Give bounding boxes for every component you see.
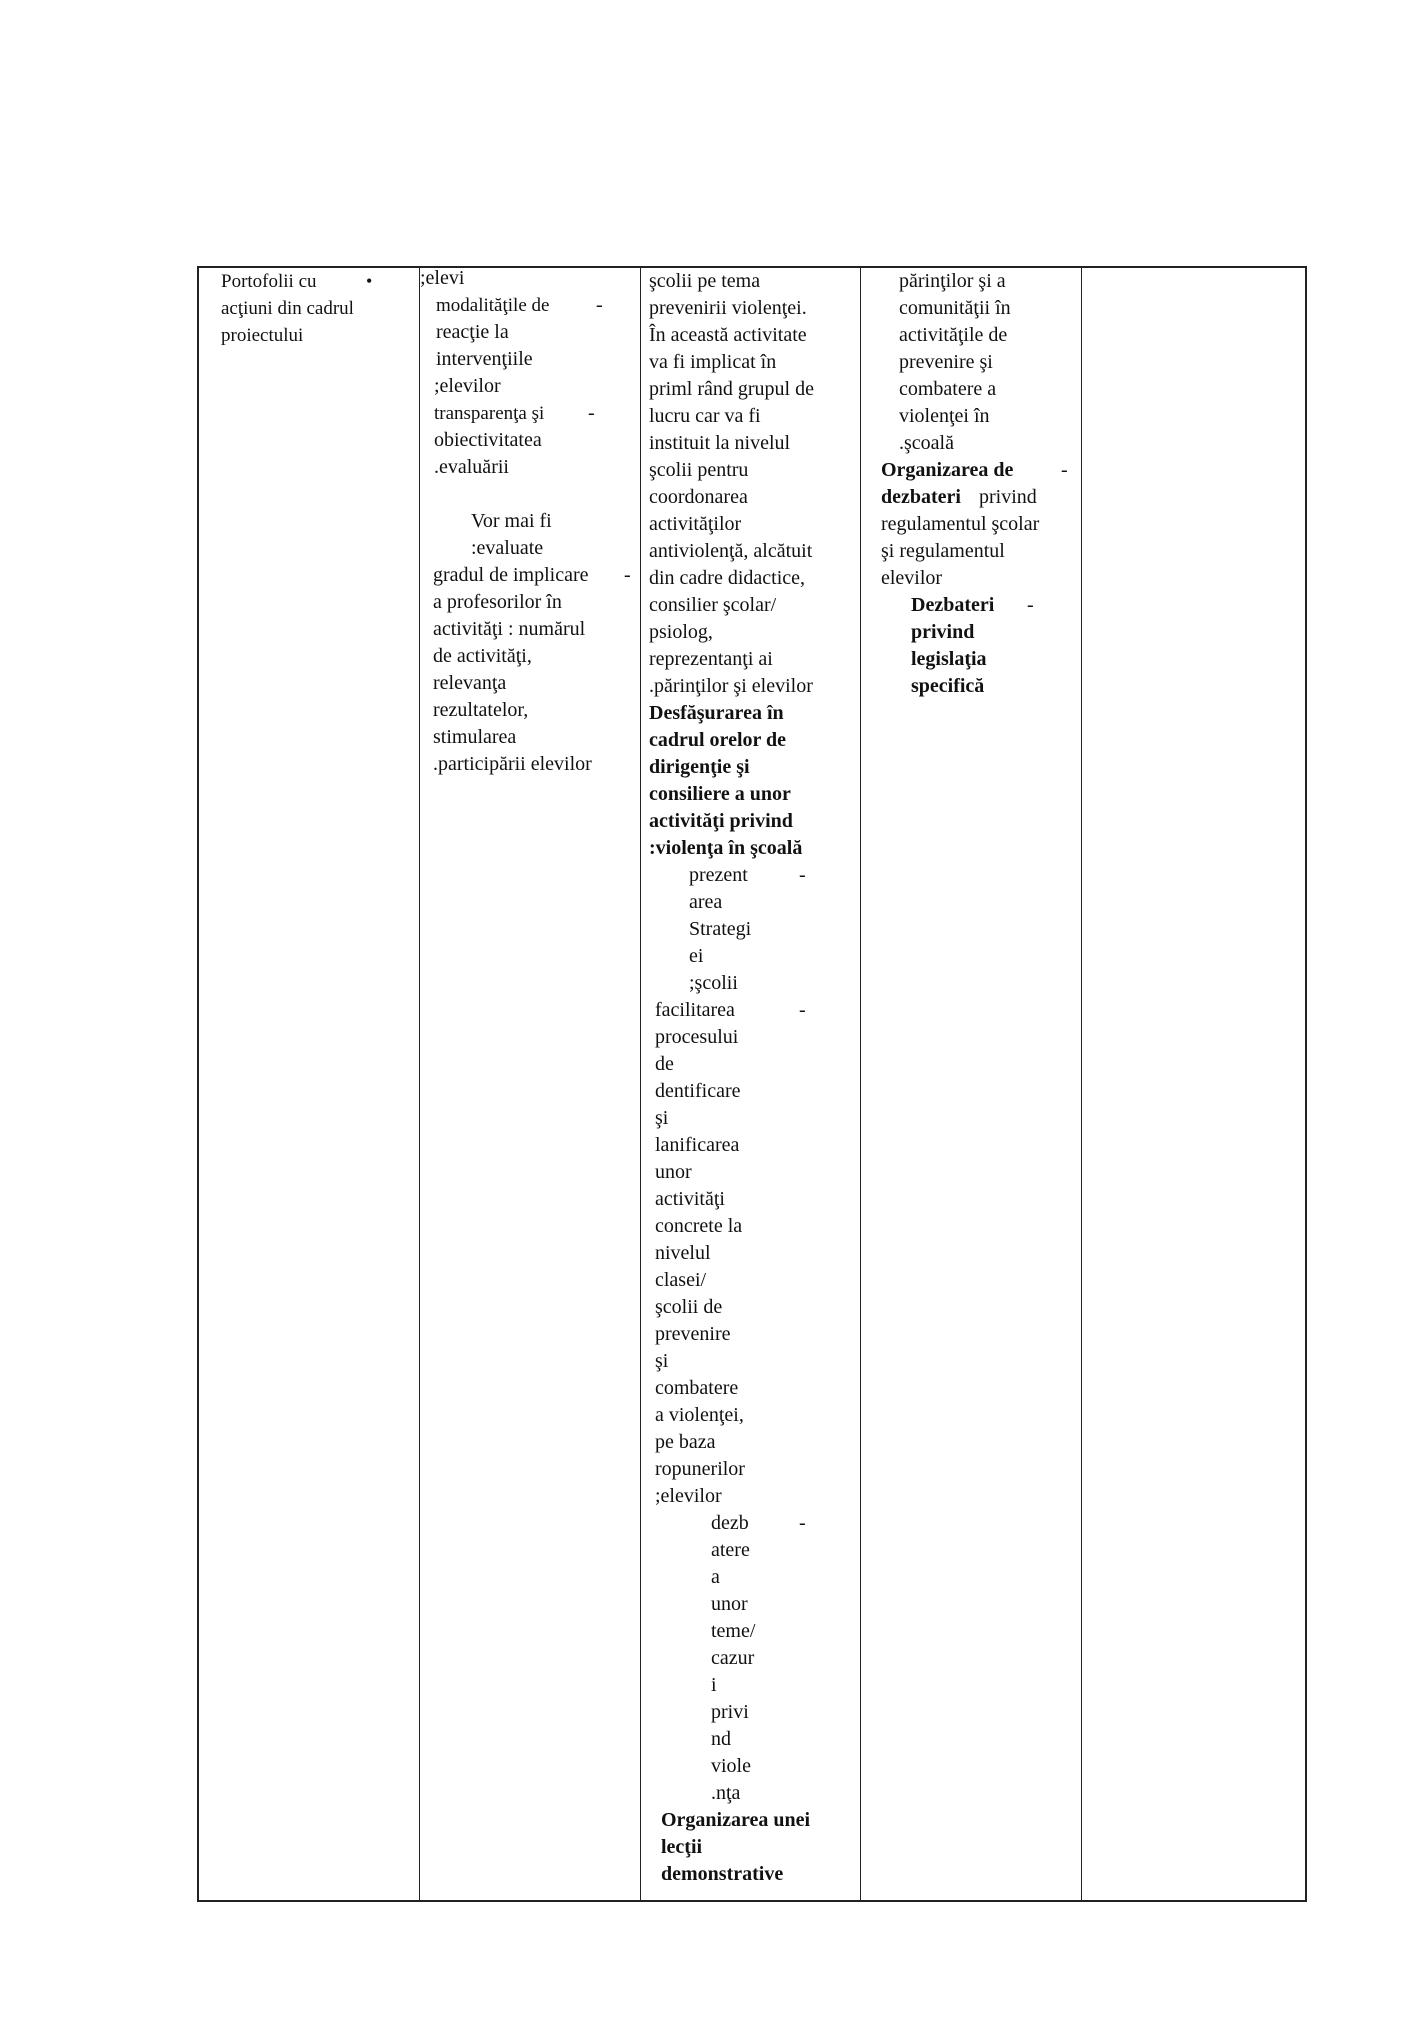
- text-line: Desfăşurarea în: [649, 702, 784, 724]
- text-line: şcolii pe tema: [649, 270, 761, 292]
- text-line: unor: [711, 1593, 748, 1615]
- dash-marker: -: [624, 564, 631, 586]
- text-line: legislaţia: [911, 648, 987, 670]
- text-line: i: [711, 1674, 717, 1696]
- text-line: :violenţa în şcoală: [649, 837, 803, 859]
- text-line: reprezentanţi ai: [649, 648, 773, 670]
- text-line: activităţilor: [649, 513, 742, 535]
- text-line: regulamentul şcolar: [881, 513, 1040, 535]
- text-line: dentificare: [655, 1080, 741, 1102]
- text-line: Vor mai fi: [471, 510, 552, 532]
- text-line: relevanţa: [433, 672, 507, 694]
- text-line: ;elevi: [420, 267, 465, 289]
- text-line: instituit la nivelul: [649, 432, 791, 454]
- text-line: ;elevilor: [655, 1485, 722, 1507]
- text-line: pe baza: [655, 1431, 716, 1453]
- text-line: va fi implicat în: [649, 351, 777, 373]
- text-line: violenţei în: [899, 405, 990, 427]
- text-line: lecţii: [661, 1836, 703, 1858]
- text-line: reacţie la: [436, 321, 509, 343]
- text-line: stimularea: [433, 726, 517, 748]
- text-line: ei: [689, 945, 704, 967]
- table-cell-evaluation-criteria: [420, 268, 640, 1900]
- text-line: prevenirii violenţei.: [649, 297, 807, 319]
- dash-marker: -: [588, 402, 595, 424]
- text-line: activităţi privind: [649, 810, 793, 832]
- text-line: .părinţilor şi elevilor: [649, 675, 813, 697]
- text-line: .şcoală: [899, 432, 954, 454]
- text-line: activităţi: [655, 1188, 725, 1210]
- dash-marker: -: [1061, 459, 1068, 481]
- text-line: prezent: [689, 864, 748, 886]
- text-line: atere: [711, 1539, 750, 1561]
- text-line: ;şcolii: [689, 972, 738, 994]
- text-line: proiectului: [221, 325, 304, 346]
- text-line: Strategi: [689, 918, 752, 940]
- text-line: teme/: [711, 1620, 756, 1642]
- text-line: obiectivitatea: [434, 429, 542, 451]
- text-line: privi: [711, 1701, 749, 1723]
- text-line: consiliere a unor: [649, 783, 791, 805]
- text-line: .participării elevilor: [433, 753, 592, 775]
- text-line: nd: [711, 1728, 731, 1750]
- text-line: priml rând grupul de: [649, 378, 814, 400]
- text-line: antiviolenţă, alcătuit: [649, 540, 813, 562]
- text-line: dezb: [711, 1512, 749, 1534]
- text-line: transparenţa şi: [434, 403, 545, 424]
- table-cell-evaluation-tools: [199, 268, 419, 1900]
- text-line: .evaluării: [434, 456, 509, 478]
- text-line: concrete la: [655, 1215, 743, 1237]
- text-line: ropunerilor: [655, 1458, 745, 1480]
- text-line: demonstrative: [661, 1863, 784, 1885]
- text-line: lucru car va fi: [649, 405, 761, 427]
- text-line: intervenţiile: [436, 348, 533, 370]
- table-cell-actions: [861, 268, 1081, 1900]
- text-line: părinţilor şi a: [899, 270, 1006, 292]
- text-line: de: [655, 1053, 674, 1075]
- text-line: gradul de implicare: [433, 564, 589, 586]
- text-line: facilitarea: [655, 999, 735, 1021]
- dash-marker: -: [596, 294, 603, 316]
- text-line: Portofolii cu: [221, 271, 317, 292]
- text-line: specifică: [911, 675, 985, 697]
- text-line: cadrul orelor de: [649, 729, 787, 751]
- table-cell-activities: [641, 268, 860, 1900]
- text-line: ;elevilor: [434, 375, 501, 397]
- text-line: activităţi : numărul: [433, 618, 586, 640]
- text-line: a violenţei,: [655, 1404, 744, 1426]
- text-line: privind: [911, 621, 975, 643]
- text-line: prevenire: [655, 1323, 731, 1345]
- table-cell-empty: [1082, 268, 1307, 1900]
- text-line: modalităţile de: [436, 295, 550, 316]
- text-line: a: [711, 1566, 720, 1588]
- text-line: şcolii de: [655, 1296, 723, 1318]
- text-line: combatere: [655, 1377, 739, 1399]
- text-line: şcolii pentru: [649, 459, 749, 481]
- text-line: de activităţi,: [433, 645, 532, 667]
- text-line: acţiuni din cadrul: [221, 298, 354, 319]
- dash-marker: -: [799, 864, 806, 886]
- text-line: Dezbateri: [911, 594, 995, 616]
- text-line: şi: [655, 1107, 669, 1129]
- text-line: consilier şcolar/: [649, 594, 777, 616]
- text-line: Organizarea de: [881, 459, 1014, 481]
- bullet-icon: •: [366, 271, 373, 291]
- text-line: comunităţii în: [899, 297, 1011, 319]
- text-line: În această activitate: [649, 324, 807, 346]
- text-line: .nţa: [711, 1782, 741, 1804]
- text-line: area: [689, 891, 723, 913]
- text-line: :evaluate: [471, 537, 544, 559]
- content-table: [197, 266, 1307, 1902]
- text-line: Organizarea unei: [661, 1809, 811, 1831]
- text-line: viole: [711, 1755, 751, 1777]
- text-line: unor: [655, 1161, 692, 1183]
- text-line: a profesorilor în: [433, 591, 562, 613]
- text-line: şi: [655, 1350, 669, 1372]
- dash-marker: -: [799, 1512, 806, 1534]
- text-line: activităţile de: [899, 324, 1008, 346]
- text-line: elevilor: [881, 567, 943, 589]
- text-line: rezultatelor,: [433, 699, 529, 721]
- text-line: şi regulamentul: [881, 540, 1005, 562]
- text-line: procesului: [655, 1026, 739, 1048]
- text-line: privind: [979, 486, 1037, 508]
- text-line: combatere a: [899, 378, 997, 400]
- text-line: nivelul: [655, 1242, 711, 1264]
- text-line: psiolog,: [649, 621, 713, 643]
- text-line: cazur: [711, 1647, 755, 1669]
- text-line: dezbateri: [881, 486, 961, 508]
- text-line: prevenire şi: [899, 351, 993, 373]
- text-line: clasei/: [655, 1269, 707, 1291]
- text-line: coordonarea: [649, 486, 748, 508]
- dash-marker: -: [1027, 594, 1034, 616]
- text-line: lanificarea: [655, 1134, 740, 1156]
- text-line: din cadre didactice,: [649, 567, 806, 589]
- dash-marker: -: [799, 999, 806, 1021]
- text-line: dirigenţie şi: [649, 756, 750, 778]
